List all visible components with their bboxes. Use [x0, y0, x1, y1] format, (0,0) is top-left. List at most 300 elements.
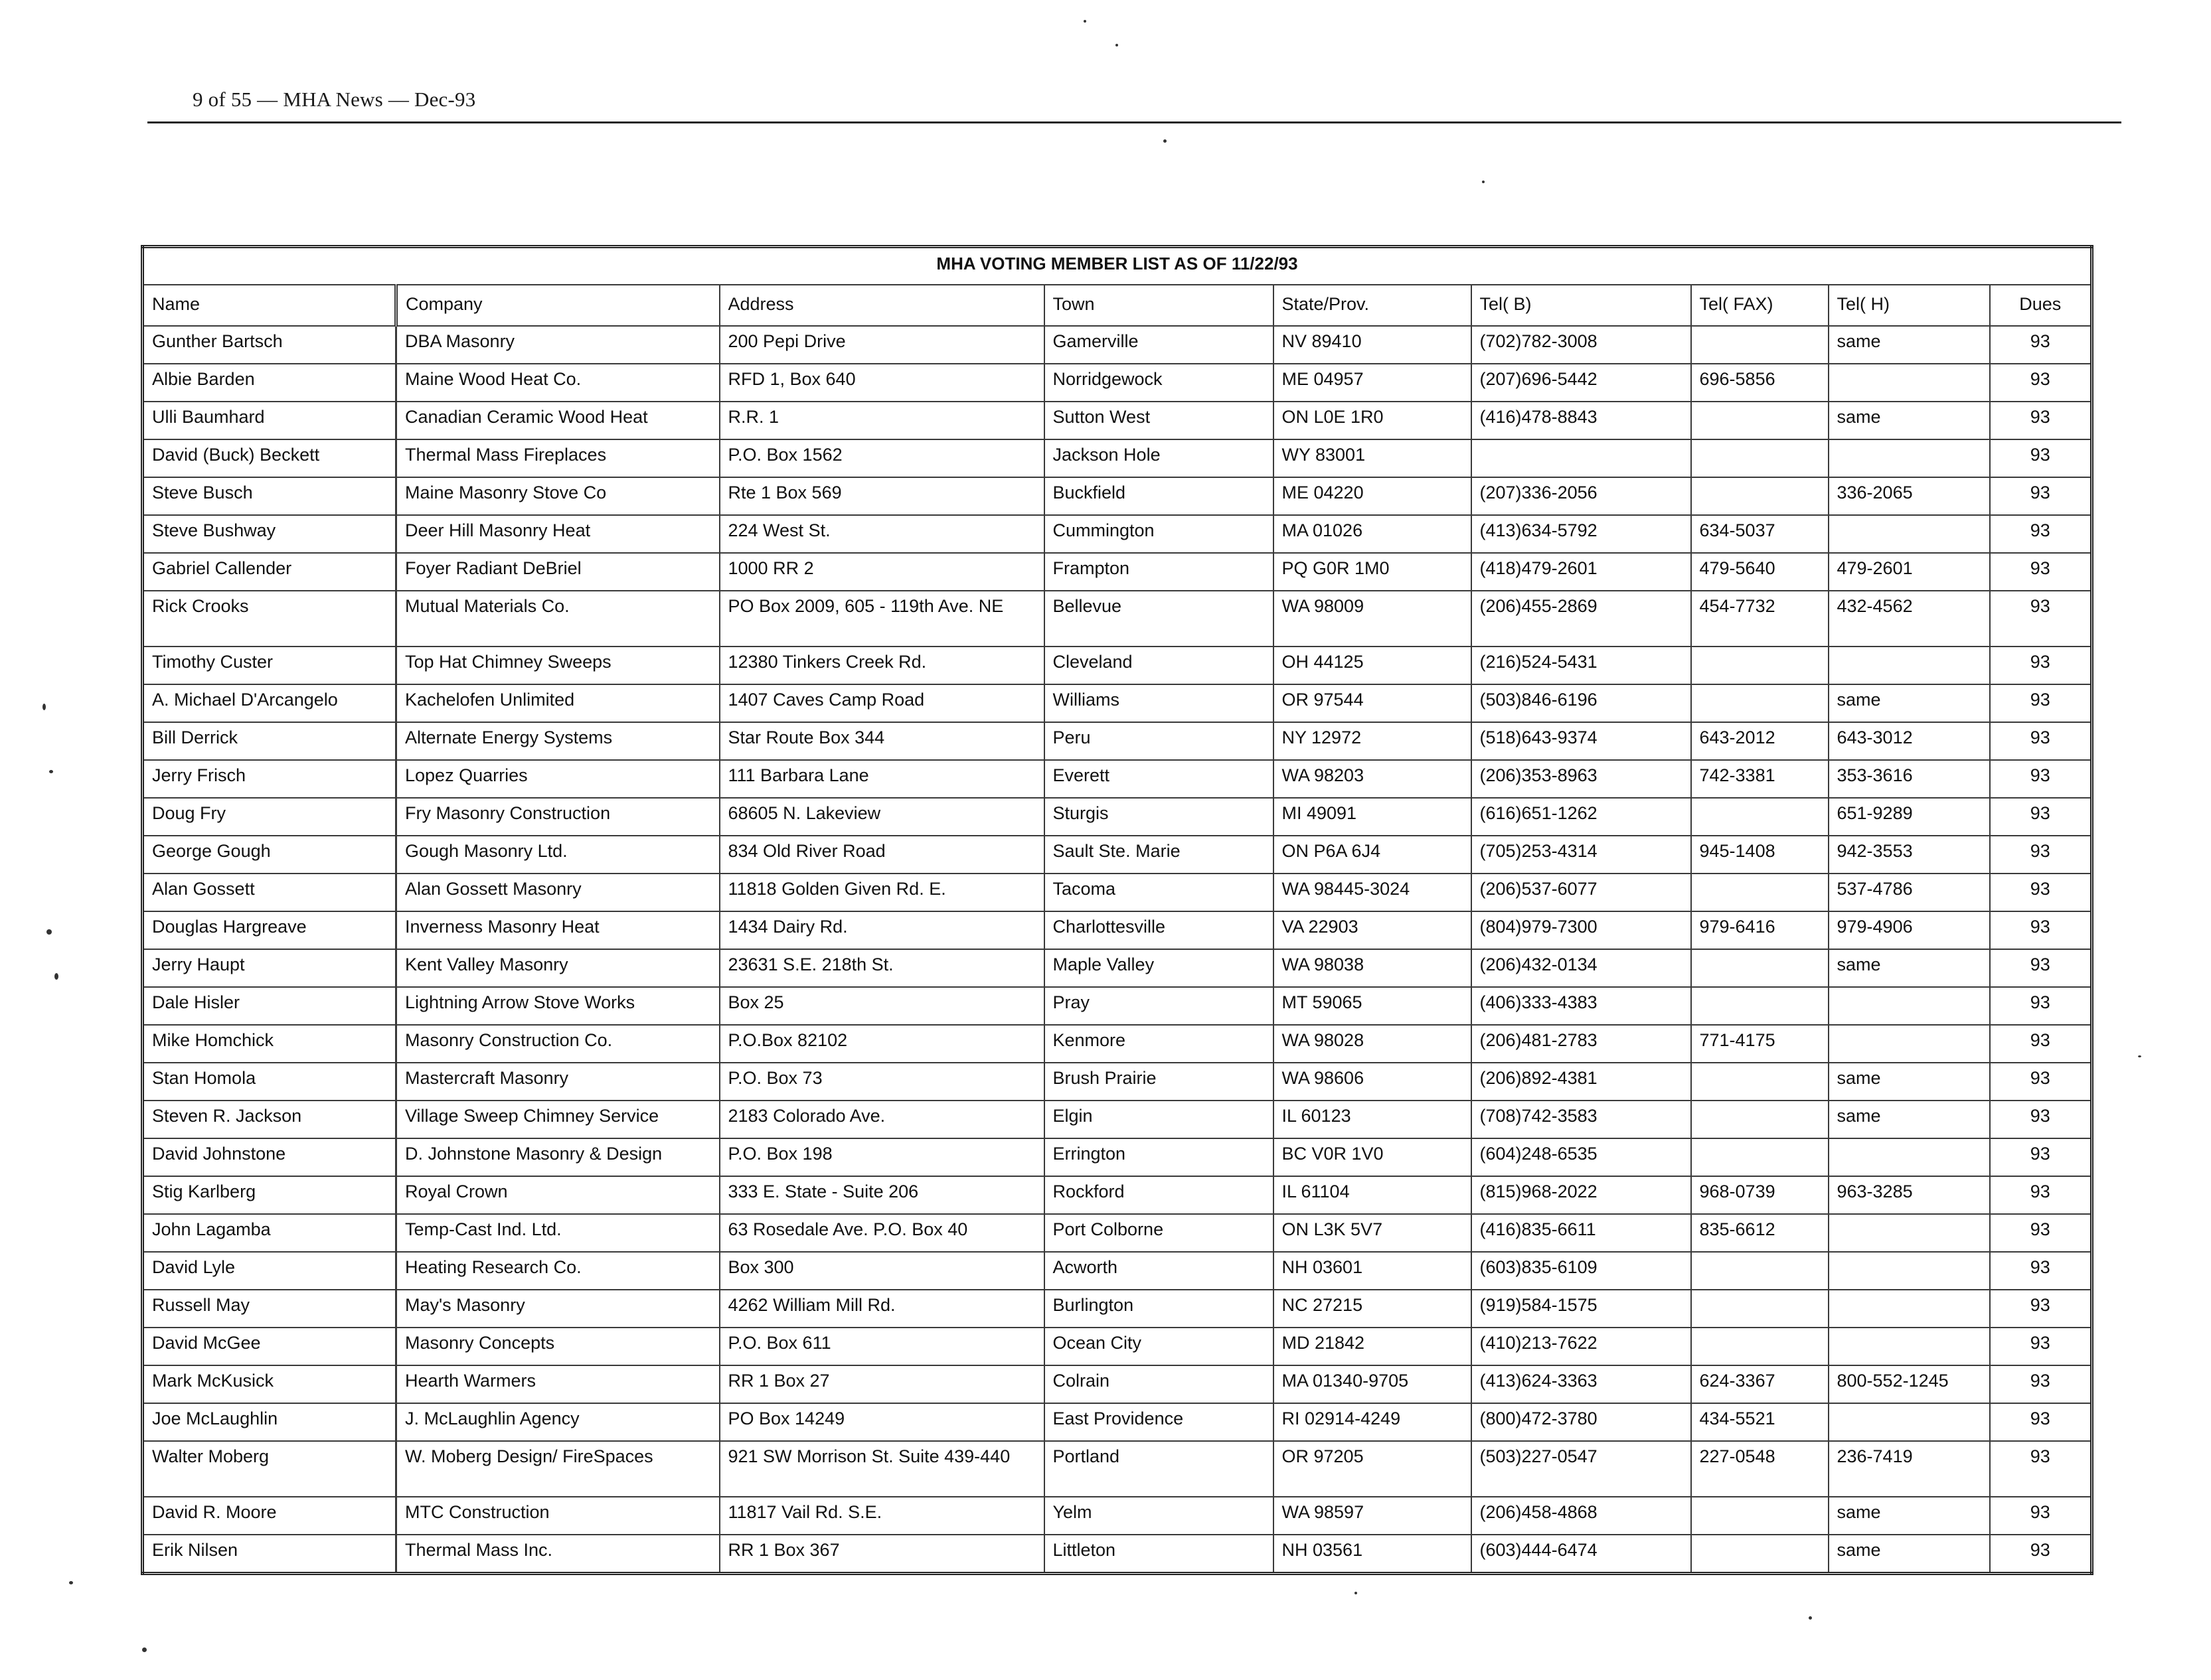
column-header: Company [396, 285, 720, 326]
table-cell: (815)968-2022 [1471, 1176, 1691, 1214]
table-cell: NH 03561 [1273, 1535, 1471, 1574]
table-row [143, 326, 2092, 364]
table-cell: (410)213-7622 [1471, 1328, 1691, 1365]
table-cell: Ocean City [1044, 1328, 1273, 1365]
table-cell: WA 98606 [1273, 1063, 1471, 1101]
table-cell: Everett [1044, 760, 1273, 798]
scan-speck [1084, 20, 1086, 23]
table-cell [1691, 874, 1829, 911]
table-cell: same [1829, 1535, 1990, 1574]
table-cell: NC 27215 [1273, 1290, 1471, 1328]
table-cell: 68605 N. Lakeview [720, 798, 1044, 836]
table-cell: (503)227-0547 [1471, 1441, 1691, 1497]
table-cell: East Providence [1044, 1403, 1273, 1441]
table-cell: Peru [1044, 722, 1273, 760]
table-cell: (800)472-3780 [1471, 1403, 1691, 1441]
table-cell: Timothy Custer [143, 647, 396, 684]
table-cell: (416)835-6611 [1471, 1214, 1691, 1252]
table-cell: Alternate Energy Systems [396, 722, 720, 760]
table-cell: 834 Old River Road [720, 836, 1044, 874]
table-cell: Colrain [1044, 1365, 1273, 1403]
table-cell: 224 West St. [720, 515, 1044, 553]
table-cell: Joe McLaughlin [143, 1403, 396, 1441]
table-cell: 93 [1990, 760, 2092, 798]
table-cell: Tacoma [1044, 874, 1273, 911]
table-cell: Sutton West [1044, 402, 1273, 439]
table-cell: David Johnstone [143, 1138, 396, 1176]
table-cell: RFD 1, Box 640 [720, 364, 1044, 402]
table-cell: Top Hat Chimney Sweeps [396, 647, 720, 684]
table-cell: Stig Karlberg [143, 1176, 396, 1214]
table-cell: PQ G0R 1M0 [1273, 553, 1471, 591]
table-cell: (206)892-4381 [1471, 1063, 1691, 1101]
member-rows [143, 326, 2092, 1574]
table-cell: 835-6612 [1691, 1214, 1829, 1252]
table-cell: (919)584-1575 [1471, 1290, 1691, 1328]
table-cell: same [1829, 402, 1990, 439]
table-cell: Gough Masonry Ltd. [396, 836, 720, 874]
column-header: State/Prov. [1273, 285, 1471, 326]
table-cell: 93 [1990, 1101, 2092, 1138]
table-cell [1691, 326, 1829, 364]
table-cell: BC V0R 1V0 [1273, 1138, 1471, 1176]
table-cell: MT 59065 [1273, 987, 1471, 1025]
table-row [143, 647, 2092, 684]
table-cell: 333 E. State - Suite 206 [720, 1176, 1044, 1214]
table-cell: DBA Masonry [396, 326, 720, 364]
table-cell: 93 [1990, 1290, 2092, 1328]
table-cell: (413)624-3363 [1471, 1365, 1691, 1403]
table-cell: Gamerville [1044, 326, 1273, 364]
table-cell: 979-6416 [1691, 911, 1829, 949]
table-cell: 93 [1990, 1365, 2092, 1403]
table-cell: Steve Busch [143, 477, 396, 515]
table-cell [1691, 1290, 1829, 1328]
table-cell: same [1829, 1063, 1990, 1101]
table-row [143, 798, 2092, 836]
table-cell: 11817 Vail Rd. S.E. [720, 1497, 1044, 1535]
table-cell: PO Box 2009, 605 - 119th Ave. NE [720, 591, 1044, 647]
table-cell: (603)835-6109 [1471, 1252, 1691, 1290]
table-cell: Elgin [1044, 1101, 1273, 1138]
table-cell: Fry Masonry Construction [396, 798, 720, 836]
table-cell: 93 [1990, 1497, 2092, 1535]
table-cell [1691, 1497, 1829, 1535]
table-cell [1829, 987, 1990, 1025]
table-cell: Mastercraft Masonry [396, 1063, 720, 1101]
table-cell: W. Moberg Design/ FireSpaces [396, 1441, 720, 1497]
table-cell: ME 04957 [1273, 364, 1471, 402]
page-header: 9 of 55 — MHA News — Dec-93 [193, 88, 476, 111]
table-cell: 93 [1990, 1025, 2092, 1063]
table-row [143, 684, 2092, 722]
table-cell: 93 [1990, 874, 2092, 911]
table-cell: 945-1408 [1691, 836, 1829, 874]
table-cell: NY 12972 [1273, 722, 1471, 760]
table-cell [1691, 1101, 1829, 1138]
table-cell: 93 [1990, 439, 2092, 477]
table-cell: 93 [1990, 591, 2092, 647]
column-header: Tel( FAX) [1691, 285, 1829, 326]
table-cell: Buckfield [1044, 477, 1273, 515]
table-cell: 200 Pepi Drive [720, 326, 1044, 364]
table-cell: 93 [1990, 477, 2092, 515]
table-cell: Village Sweep Chimney Service [396, 1101, 720, 1138]
table-cell: Star Route Box 344 [720, 722, 1044, 760]
table-cell: 93 [1990, 987, 2092, 1025]
table-cell: (702)782-3008 [1471, 326, 1691, 364]
table-cell: 93 [1990, 722, 2092, 760]
table-row [143, 1101, 2092, 1138]
table-cell [1691, 1252, 1829, 1290]
table-cell: (206)432-0134 [1471, 949, 1691, 987]
table-cell: Jerry Frisch [143, 760, 396, 798]
table-cell [1829, 1252, 1990, 1290]
table-cell: Alan Gossett Masonry [396, 874, 720, 911]
table-cell: (206)455-2869 [1471, 591, 1691, 647]
table-cell: P.O. Box 611 [720, 1328, 1044, 1365]
table-cell: 93 [1990, 684, 2092, 722]
table-cell: RI 02914-4249 [1273, 1403, 1471, 1441]
table-row [143, 1328, 2092, 1365]
scan-speck [46, 929, 52, 935]
table-cell: 12380 Tinkers Creek Rd. [720, 647, 1044, 684]
table-row [143, 1365, 2092, 1403]
table-cell: 537-4786 [1829, 874, 1990, 911]
table-cell: David (Buck) Beckett [143, 439, 396, 477]
table-cell: 93 [1990, 326, 2092, 364]
column-header: Tel( B) [1471, 285, 1691, 326]
table-row [143, 553, 2092, 591]
table-cell: Rick Crooks [143, 591, 396, 647]
table-cell: Bill Derrick [143, 722, 396, 760]
table-cell: WA 98038 [1273, 949, 1471, 987]
table-cell [1829, 1214, 1990, 1252]
table-cell [1829, 1290, 1990, 1328]
table-cell: P.O. Box 1562 [720, 439, 1044, 477]
table-cell [1829, 1025, 1990, 1063]
scan-speck [1809, 1616, 1812, 1620]
table-cell [1691, 949, 1829, 987]
table-cell: (207)696-5442 [1471, 364, 1691, 402]
table-cell: Steve Bushway [143, 515, 396, 553]
table-cell: Williams [1044, 684, 1273, 722]
table-cell: Kachelofen Unlimited [396, 684, 720, 722]
table-cell: WA 98597 [1273, 1497, 1471, 1535]
table-cell: 336-2065 [1829, 477, 1990, 515]
table-row [143, 1290, 2092, 1328]
table-row [143, 515, 2092, 553]
table-cell: Kenmore [1044, 1025, 1273, 1063]
table-cell: David Lyle [143, 1252, 396, 1290]
table-cell: Walter Moberg [143, 1441, 396, 1497]
table-row [143, 1252, 2092, 1290]
table-row [143, 1497, 2092, 1535]
table-cell: (206)537-6077 [1471, 874, 1691, 911]
table-cell: (603)444-6474 [1471, 1535, 1691, 1574]
scan-speck [1163, 139, 1167, 143]
scan-speck [2138, 1055, 2141, 1057]
column-header-row [143, 285, 2092, 326]
table-cell: WA 98445-3024 [1273, 874, 1471, 911]
table-row [143, 1214, 2092, 1252]
table-cell: 1407 Caves Camp Road [720, 684, 1044, 722]
table-cell [1829, 1138, 1990, 1176]
table-row [143, 1138, 2092, 1176]
table-cell: (503)846-6196 [1471, 684, 1691, 722]
table-row [143, 402, 2092, 439]
scan-speck [142, 1647, 147, 1652]
column-header: Dues [1990, 285, 2092, 326]
table-cell: VA 22903 [1273, 911, 1471, 949]
table-cell: Alan Gossett [143, 874, 396, 911]
table-cell: Pray [1044, 987, 1273, 1025]
table-cell: Canadian Ceramic Wood Heat [396, 402, 720, 439]
table-cell: 4262 William Mill Rd. [720, 1290, 1044, 1328]
table-cell: RR 1 Box 27 [720, 1365, 1044, 1403]
column-header: Tel( H) [1829, 285, 1990, 326]
table-cell: Thermal Mass Fireplaces [396, 439, 720, 477]
table-cell: 696-5856 [1691, 364, 1829, 402]
scan-speck [69, 1581, 73, 1584]
table-row [143, 1403, 2092, 1441]
table-cell: Rte 1 Box 569 [720, 477, 1044, 515]
table-cell [1829, 1328, 1990, 1365]
table-row [143, 911, 2092, 949]
table-row [143, 760, 2092, 798]
table-cell: 93 [1990, 949, 2092, 987]
scan-speck [49, 770, 53, 773]
table-cell: 624-3367 [1691, 1365, 1829, 1403]
table-cell: Gunther Bartsch [143, 326, 396, 364]
table-cell: same [1829, 1497, 1990, 1535]
table-cell: same [1829, 949, 1990, 987]
table-cell: Temp-Cast Ind. Ltd. [396, 1214, 720, 1252]
table-cell: Thermal Mass Inc. [396, 1535, 720, 1574]
table-cell: Russell May [143, 1290, 396, 1328]
table-row [143, 439, 2092, 477]
table-cell: Sault Ste. Marie [1044, 836, 1273, 874]
table-cell: Brush Prairie [1044, 1063, 1273, 1101]
table-cell: Kent Valley Masonry [396, 949, 720, 987]
table-cell: OR 97544 [1273, 684, 1471, 722]
table-cell: (206)353-8963 [1471, 760, 1691, 798]
table-cell: 93 [1990, 798, 2092, 836]
table-cell: (216)524-5431 [1471, 647, 1691, 684]
table-cell: Douglas Hargreave [143, 911, 396, 949]
table-cell: Acworth [1044, 1252, 1273, 1290]
table-cell: 479-5640 [1691, 553, 1829, 591]
table-cell: Masonry Concepts [396, 1328, 720, 1365]
table-cell: WY 83001 [1273, 439, 1471, 477]
table-cell [1691, 798, 1829, 836]
table-cell: Gabriel Callender [143, 553, 396, 591]
table-row [143, 591, 2092, 647]
table-cell: WA 98009 [1273, 591, 1471, 647]
table-cell [1829, 515, 1990, 553]
table-cell: P.O.Box 82102 [720, 1025, 1044, 1063]
table-row [143, 477, 2092, 515]
table-cell: 2183 Colorado Ave. [720, 1101, 1044, 1138]
table-cell: (406)333-4383 [1471, 987, 1691, 1025]
table-cell: 93 [1990, 1328, 2092, 1365]
table-cell: Port Colborne [1044, 1214, 1273, 1252]
table-cell: P.O. Box 73 [720, 1063, 1044, 1101]
table-cell: George Gough [143, 836, 396, 874]
table-cell: 963-3285 [1829, 1176, 1990, 1214]
table-cell: Dale Hisler [143, 987, 396, 1025]
table-cell: 227-0548 [1691, 1441, 1829, 1497]
table-cell: MA 01340-9705 [1273, 1365, 1471, 1403]
table-cell: 11818 Golden Given Rd. E. [720, 874, 1044, 911]
table-cell: 93 [1990, 553, 2092, 591]
table-cell: (206)458-4868 [1471, 1497, 1691, 1535]
table-cell: WA 98028 [1273, 1025, 1471, 1063]
table-cell [1691, 1138, 1829, 1176]
table-cell: same [1829, 1101, 1990, 1138]
table-cell: (418)479-2601 [1471, 553, 1691, 591]
table-cell [1691, 402, 1829, 439]
table-cell: Ulli Baumhard [143, 402, 396, 439]
table-cell: 651-9289 [1829, 798, 1990, 836]
table-cell: Maine Wood Heat Co. [396, 364, 720, 402]
table-cell: 23631 S.E. 218th St. [720, 949, 1044, 987]
scan-speck [54, 973, 58, 980]
table-row [143, 949, 2092, 987]
table-cell: 979-4906 [1829, 911, 1990, 949]
table-cell: (518)643-9374 [1471, 722, 1691, 760]
table-cell: Charlottesville [1044, 911, 1273, 949]
table-cell: MA 01026 [1273, 515, 1471, 553]
table-cell: OH 44125 [1273, 647, 1471, 684]
table-cell: 643-3012 [1829, 722, 1990, 760]
scan-speck [42, 704, 46, 710]
table-cell: same [1829, 684, 1990, 722]
table-cell [1691, 1535, 1829, 1574]
table-cell: (416)478-8843 [1471, 402, 1691, 439]
table-cell: 432-4562 [1829, 591, 1990, 647]
table-cell: Jackson Hole [1044, 439, 1273, 477]
table-cell: Maine Masonry Stove Co [396, 477, 720, 515]
table-cell: 921 SW Morrison St. Suite 439-440 [720, 1441, 1044, 1497]
table-cell: Mark McKusick [143, 1365, 396, 1403]
table-cell: (604)248-6535 [1471, 1138, 1691, 1176]
table-cell: 93 [1990, 402, 2092, 439]
table-cell: 353-3616 [1829, 760, 1990, 798]
table-cell: 479-2601 [1829, 553, 1990, 591]
table-cell [1471, 439, 1691, 477]
table-cell: 93 [1990, 647, 2092, 684]
table-cell: Mike Homchick [143, 1025, 396, 1063]
table-cell: Royal Crown [396, 1176, 720, 1214]
table-cell: 771-4175 [1691, 1025, 1829, 1063]
table-cell: PO Box 14249 [720, 1403, 1044, 1441]
table-cell [1829, 1403, 1990, 1441]
table-cell: Mutual Materials Co. [396, 591, 720, 647]
table-cell: 93 [1990, 1214, 2092, 1252]
table-cell: Norridgewock [1044, 364, 1273, 402]
table-cell: A. Michael D'Arcangelo [143, 684, 396, 722]
table-cell: IL 60123 [1273, 1101, 1471, 1138]
table-cell [1691, 477, 1829, 515]
table-cell: (705)253-4314 [1471, 836, 1691, 874]
table-cell [1691, 684, 1829, 722]
table-cell: 93 [1990, 1535, 2092, 1574]
table-cell: 93 [1990, 364, 2092, 402]
table-cell: Steven R. Jackson [143, 1101, 396, 1138]
table-cell: Cleveland [1044, 647, 1273, 684]
table-cell: (206)481-2783 [1471, 1025, 1691, 1063]
table-cell: 93 [1990, 1138, 2092, 1176]
table-cell: Deer Hill Masonry Heat [396, 515, 720, 553]
table-cell: Cummington [1044, 515, 1273, 553]
table-cell: Burlington [1044, 1290, 1273, 1328]
table-cell: 93 [1990, 515, 2092, 553]
table-cell: Albie Barden [143, 364, 396, 402]
scan-speck [1354, 1592, 1357, 1594]
table-cell: 111 Barbara Lane [720, 760, 1044, 798]
table-cell: Yelm [1044, 1497, 1273, 1535]
table-cell: IL 61104 [1273, 1176, 1471, 1214]
table-cell: 434-5521 [1691, 1403, 1829, 1441]
table-cell: 1000 RR 2 [720, 553, 1044, 591]
table-cell: Box 25 [720, 987, 1044, 1025]
table-cell: 93 [1990, 1063, 2092, 1101]
table-cell [1691, 987, 1829, 1025]
table-cell: (616)651-1262 [1471, 798, 1691, 836]
table-cell: Maple Valley [1044, 949, 1273, 987]
table-row [143, 722, 2092, 760]
table-cell: 643-2012 [1691, 722, 1829, 760]
column-header: Address [720, 285, 1044, 326]
table-cell: NV 89410 [1273, 326, 1471, 364]
table-cell: (413)634-5792 [1471, 515, 1691, 553]
table-cell: 634-5037 [1691, 515, 1829, 553]
table-cell: Foyer Radiant DeBriel [396, 553, 720, 591]
table-cell: 93 [1990, 911, 2092, 949]
table-row [143, 1441, 2092, 1497]
table-cell: Inverness Masonry Heat [396, 911, 720, 949]
table-cell: Errington [1044, 1138, 1273, 1176]
table-row [143, 364, 2092, 402]
table-cell: ME 04220 [1273, 477, 1471, 515]
table-cell [1829, 439, 1990, 477]
table-cell [1691, 439, 1829, 477]
table-cell: May's Masonry [396, 1290, 720, 1328]
table-cell: MD 21842 [1273, 1328, 1471, 1365]
table-cell: Bellevue [1044, 591, 1273, 647]
table-cell [1829, 647, 1990, 684]
table-cell: Heating Research Co. [396, 1252, 720, 1290]
table-cell: 742-3381 [1691, 760, 1829, 798]
table-row [143, 1063, 2092, 1101]
table-cell: Lightning Arrow Stove Works [396, 987, 720, 1025]
table-cell: Rockford [1044, 1176, 1273, 1214]
table-cell: Hearth Warmers [396, 1365, 720, 1403]
table-row [143, 1025, 2092, 1063]
column-header: Name [143, 285, 396, 326]
table-cell: P.O. Box 198 [720, 1138, 1044, 1176]
table-cell: same [1829, 326, 1990, 364]
table-cell: Box 300 [720, 1252, 1044, 1290]
table-row [143, 1176, 2092, 1214]
table-cell: D. Johnstone Masonry & Design [396, 1138, 720, 1176]
table-cell: ON P6A 6J4 [1273, 836, 1471, 874]
scan-speck [1115, 44, 1118, 46]
table-cell: OR 97205 [1273, 1441, 1471, 1497]
table-cell: Littleton [1044, 1535, 1273, 1574]
table-cell: Sturgis [1044, 798, 1273, 836]
